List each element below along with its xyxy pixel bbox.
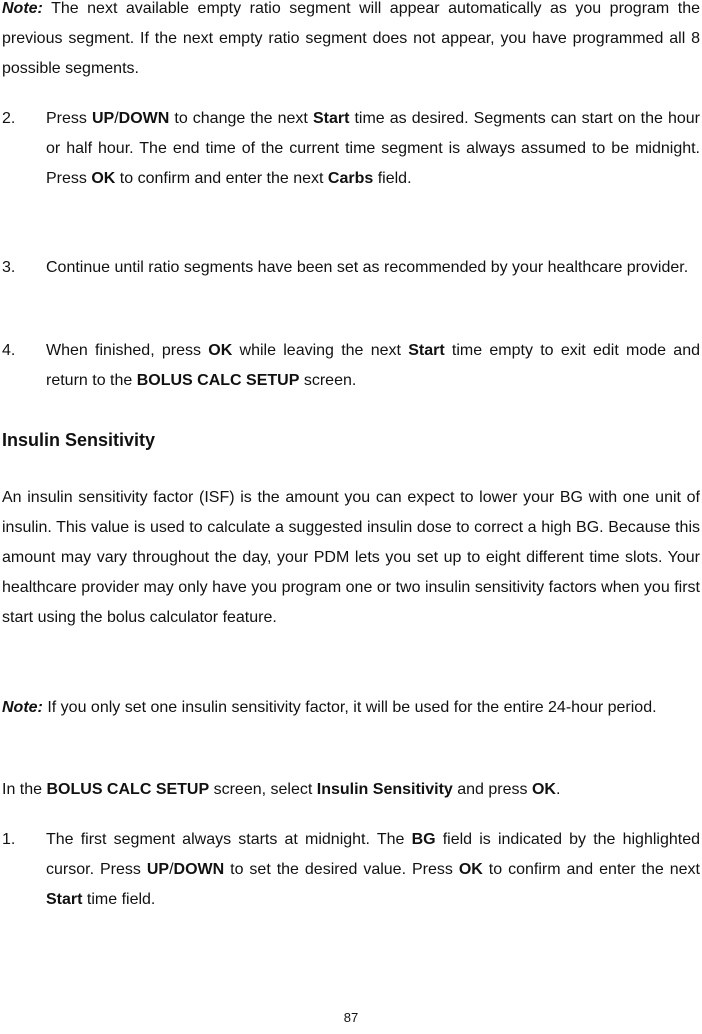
- page-number: 87: [343, 1010, 359, 1025]
- note-text: If you only set one insulin sensitivity factor, it will be used for the entire 24-hour period.: [42, 699, 657, 716]
- step-number: 3.: [2, 259, 16, 276]
- step-text: Press UP/DOWN to change the next Start time as desired. Segments can start on the hour or half hour. The end time of the current time segment is always assumed to be midnight. Press OK to confirm and enter the next Carbs field.: [46, 110, 701, 187]
- step-3-continue: [2, 253, 700, 283]
- step-number: 2.: [2, 110, 16, 127]
- section-heading: Insulin Sensitivity: [2, 430, 156, 450]
- note-text: The next available empty ratio segment will appear automatically as you program the previous segment. If the next empty ratio segment does not appear, you have programmed all 8 possible segments.: [2, 0, 700, 77]
- setup-instruction: In the BOLUS CALC SETUP screen, select Insulin Sensitivity and press OK.: [2, 781, 561, 798]
- step-number: 1.: [2, 831, 16, 848]
- note-label: Note:: [2, 0, 43, 17]
- isf-description: An insulin sensitivity factor (ISF) is the amount you can expect to lower your BG with one unit of insulin. This value is used to calculate a suggested insulin dose to correct a high BG. Because this amount may vary throughout the day, your PDM lets you set up to eight different time slots. Your healthcare provider may only have you program one or two insulin sensitivity factors when you first start using the bolus calculator feature.: [2, 489, 700, 626]
- step-text: When finished, press OK while leaving the next Start time empty to exit edit mode and return to the BOLUS CALC SETUP screen.: [46, 342, 700, 389]
- step-text: The first segment always starts at midnight. The BG field is indicated by the highlighted cursor. Press UP/DOWN to set the desired value. Press OK to confirm and enter the next Start time field.: [46, 831, 701, 908]
- step-number: 4.: [2, 342, 16, 359]
- note-single-isf: [2, 693, 700, 723]
- step-text: Continue until ratio segments have been set as recommended by your healthcare provider.: [46, 259, 689, 276]
- step-2-start-time: [2, 104, 700, 194]
- step-1-first-segment: [2, 825, 700, 915]
- note-ratio-segments: [2, 0, 700, 84]
- note-label: Note:: [2, 699, 43, 716]
- step-4-finish: [2, 336, 700, 396]
